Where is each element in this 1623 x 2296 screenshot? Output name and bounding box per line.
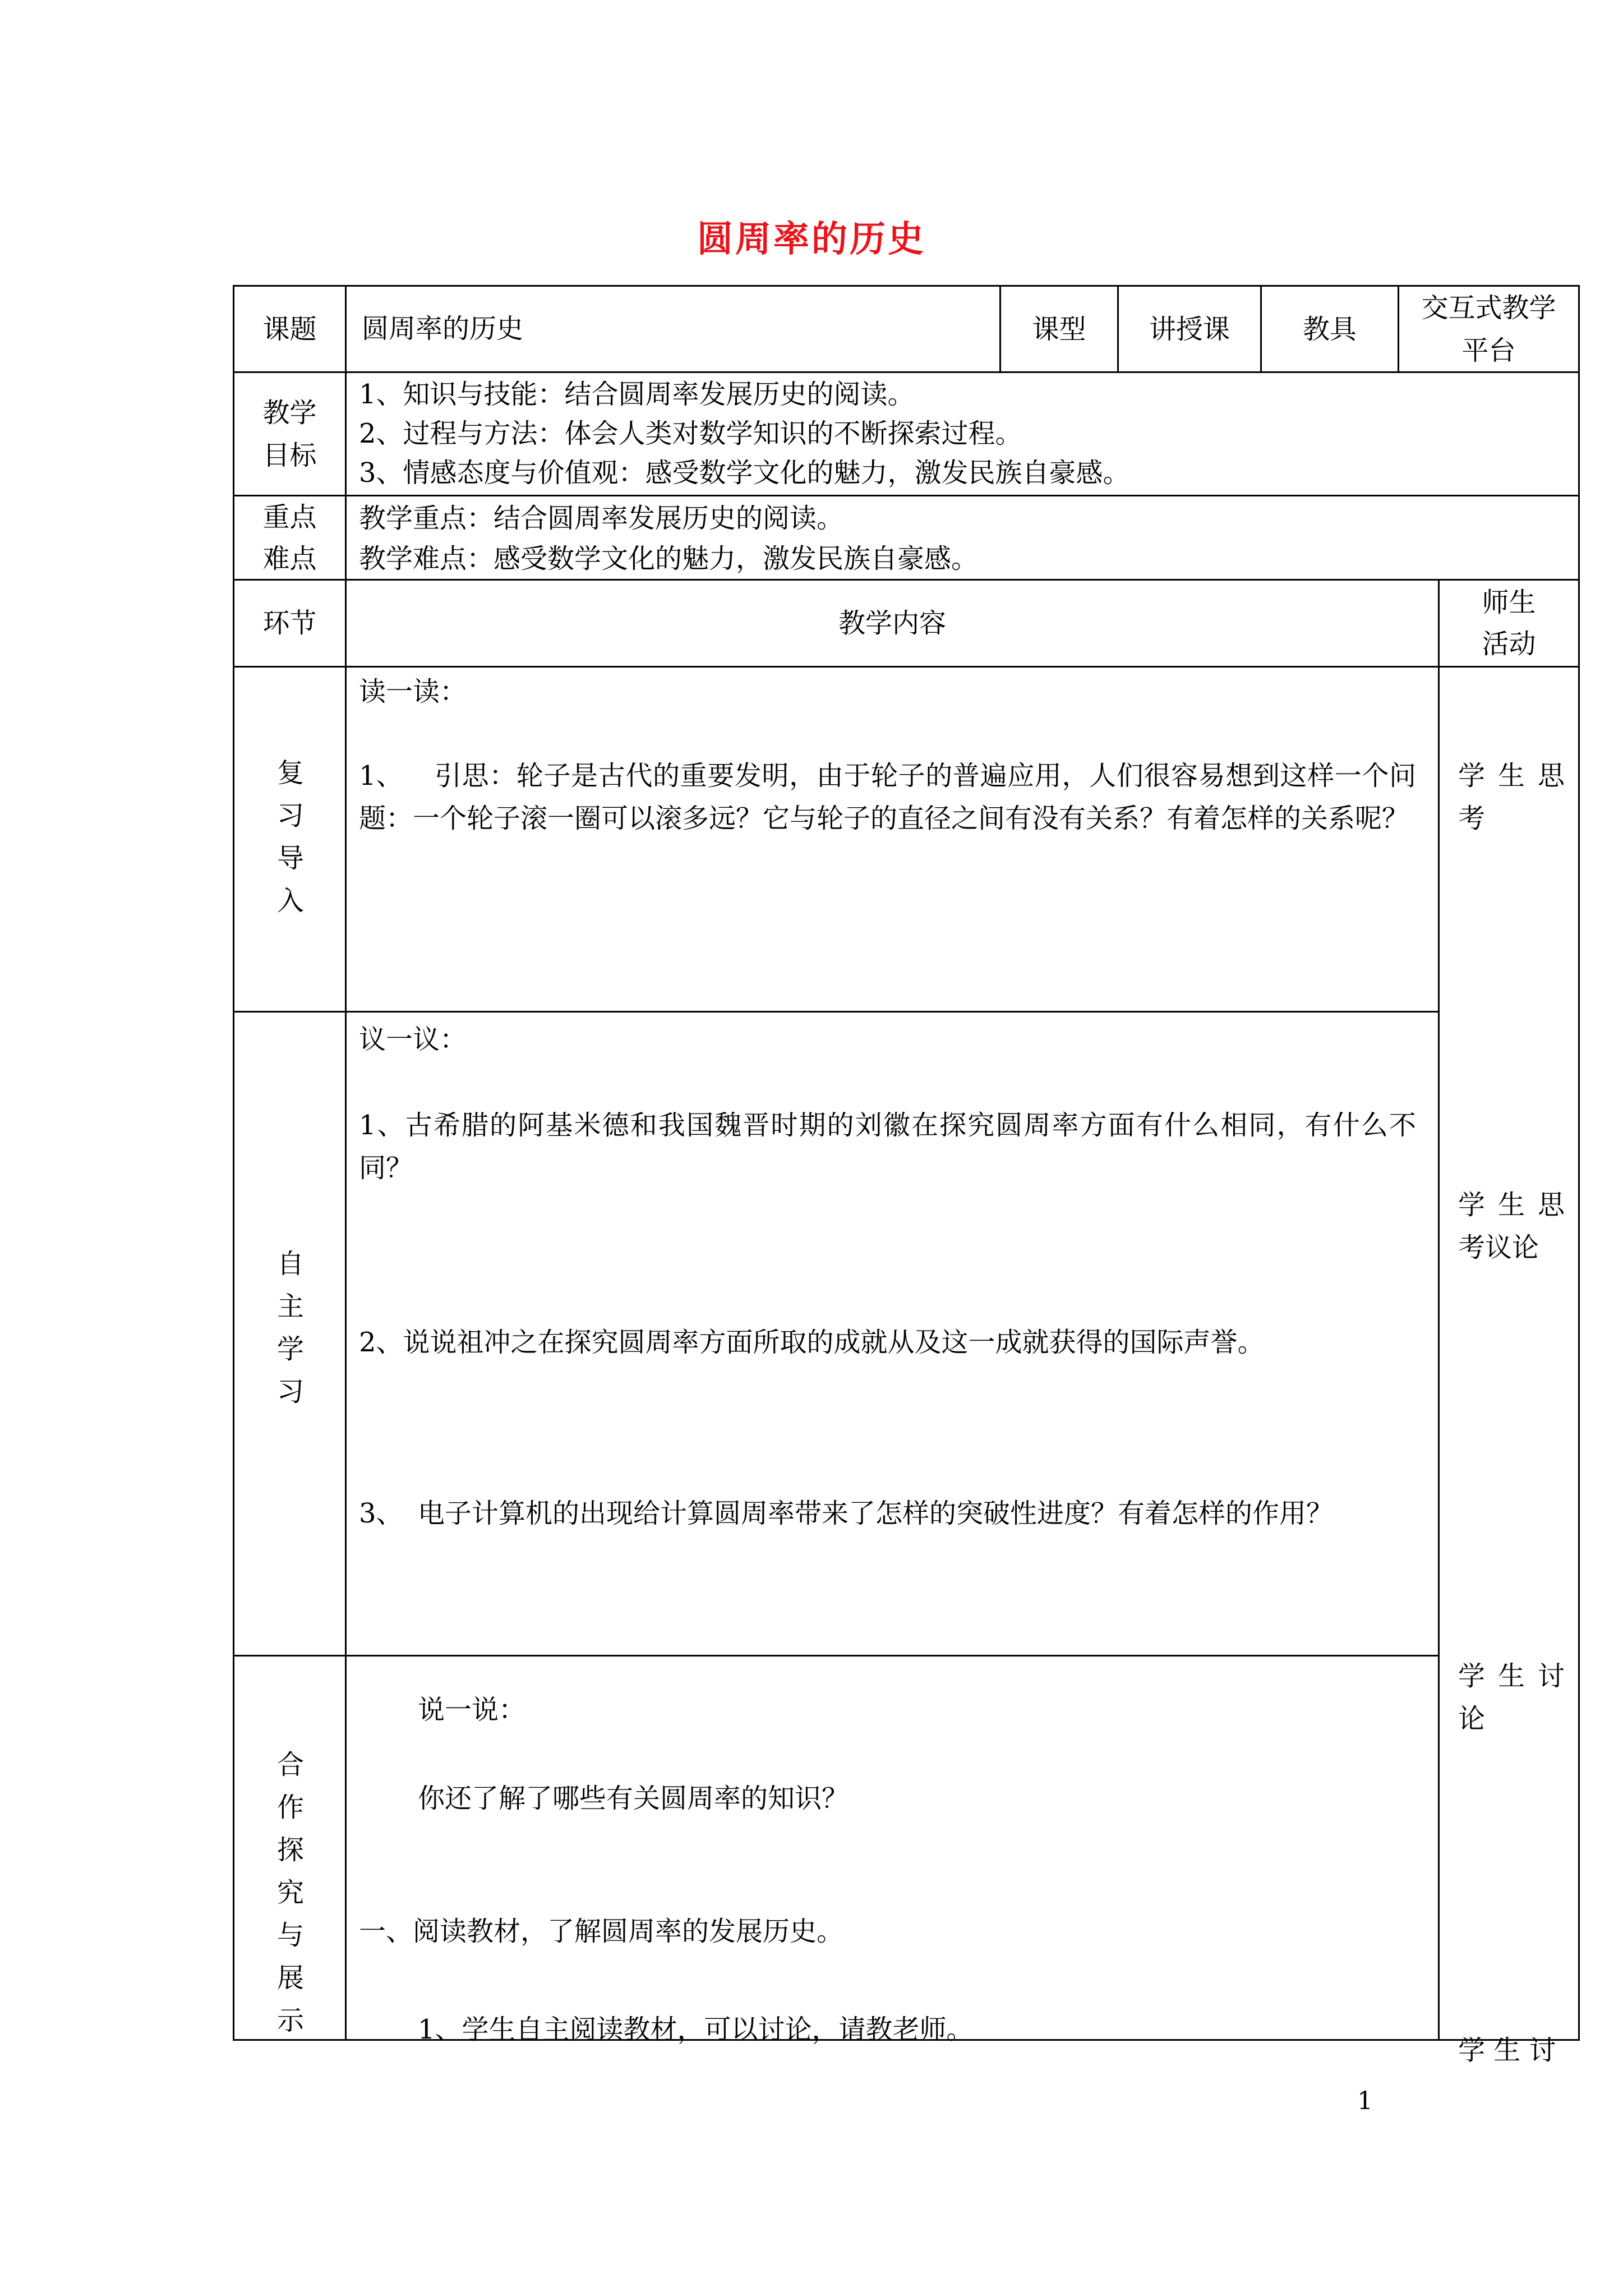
section2-heading: 议一议： xyxy=(359,1024,467,1055)
label-type: 课型 xyxy=(1032,313,1086,345)
keypoint-item: 教学重点：结合圆周率发展历史的阅读。 xyxy=(359,503,844,534)
stage-char: 主 xyxy=(276,1291,304,1322)
label-keypoints-line-2: 难点 xyxy=(262,542,317,574)
column-header-stage: 环节 xyxy=(262,608,317,639)
stage-char: 探 xyxy=(276,1834,304,1866)
column-header-content: 教学内容 xyxy=(838,608,946,639)
stage-char: 习 xyxy=(276,1376,304,1407)
section3-heading: 说一说： xyxy=(418,1694,526,1726)
stage-char: 学 xyxy=(276,1333,304,1365)
label-objectives-line-1: 教学 xyxy=(262,397,317,429)
table-border-right xyxy=(1578,285,1580,2041)
stage-cooperation xyxy=(274,1743,307,2042)
activity-discuss-2: 学 生 讨 xyxy=(1458,2035,1556,2066)
stage-char: 习 xyxy=(276,800,304,831)
column-header-activity-line-2: 活动 xyxy=(1482,628,1536,660)
label-topic: 课题 xyxy=(262,313,317,345)
stage-char: 导 xyxy=(276,843,304,874)
table-rule xyxy=(233,371,1580,373)
section1-heading: 读一读： xyxy=(359,676,467,707)
type-value: 讲授课 xyxy=(1149,313,1230,345)
stage-char: 与 xyxy=(276,1920,304,1951)
stage-char: 究 xyxy=(276,1877,304,1908)
table-rule xyxy=(233,495,1580,496)
stage-char: 示 xyxy=(276,2005,304,2036)
column-header-activity xyxy=(1440,581,1578,666)
stage-char: 作 xyxy=(276,1792,304,1823)
label-keypoints-line-1: 重点 xyxy=(262,501,317,533)
section3-step-1-sub: 1、学生自主阅读教材，可以讨论，请教老师。 xyxy=(418,2014,974,2045)
section2-question-3-number: 3、 xyxy=(359,1498,403,1529)
label-tools: 教具 xyxy=(1302,313,1357,345)
document-title: 圆周率的历史 xyxy=(697,218,926,260)
tools-line-2: 平台 xyxy=(1461,334,1516,366)
objective-item: 1、知识与技能：结合圆周率发展历史的阅读。 xyxy=(359,379,915,410)
tools-line-1: 交互式教学 xyxy=(1421,292,1556,324)
page-number: 1 xyxy=(1357,2087,1373,2115)
activity-think-discuss: 学 生 思 考议论 xyxy=(1458,1189,1565,1263)
table-rule xyxy=(233,666,1580,668)
table-rule xyxy=(233,1655,1440,1657)
activity-discuss: 学 生 讨 论 xyxy=(1458,1660,1565,1734)
stage-char: 合 xyxy=(276,1749,304,1780)
table-rule-vertical xyxy=(1438,579,1440,2041)
section3-step-1: 一、阅读教材，了解圆周率的发展历史。 xyxy=(359,1916,844,1947)
tools-value xyxy=(1399,287,1578,371)
section3-question: 你还了解了哪些有关圆周率的知识？ xyxy=(418,1783,849,1814)
objective-item: 2、过程与方法：体会人类对数学知识的不断探索过程。 xyxy=(359,418,1022,449)
activity-think: 学 生 思 考 xyxy=(1458,760,1565,834)
topic-value: 圆周率的历史 xyxy=(362,313,524,344)
label-objectives-line-2: 目标 xyxy=(262,439,317,471)
objective-item: 3、情感态度与价值观：感受数学文化的魅力，激发民族自豪感。 xyxy=(359,457,1130,489)
stage-char: 复 xyxy=(276,757,304,789)
section2-question-2: 2、说说祖冲之在探究圆周率方面所取的成就从及这一成就获得的国际声誉。 xyxy=(359,1327,1265,1358)
label-keypoints xyxy=(234,496,345,579)
column-header-activity-line-1: 师生 xyxy=(1482,587,1536,618)
table-rule xyxy=(233,1011,1440,1013)
label-objectives xyxy=(234,373,345,495)
stage-self-study xyxy=(274,1243,307,1413)
stage-char: 入 xyxy=(276,885,304,917)
section1-question: 引思：轮子是古代的重要发明，由于轮子的普遍应用，人们很容易想到这样一个问题：一个轮子滚一圈可以滚多远？它与轮子的直径之间有没有关系？有着怎样的关系呢？ xyxy=(359,760,1416,834)
stage-char: 自 xyxy=(276,1248,304,1280)
section1-question-number: 1、 xyxy=(359,760,403,792)
section2-question-1: 1、古希腊的阿基米德和我国魏晋时期的刘徽在探究圆周率方面有什么相同，有什么不同？ xyxy=(359,1110,1416,1184)
section2-question-3: 电子计算机的出现给计算圆周率带来了怎样的突破性进度？有着怎样的作用？ xyxy=(418,1498,1334,1529)
table-rule-vertical xyxy=(345,285,347,2041)
stage-review xyxy=(274,752,307,922)
keypoint-item: 教学难点：感受数学文化的魅力，激发民族自豪感。 xyxy=(359,543,979,574)
stage-char: 展 xyxy=(276,1962,304,1994)
